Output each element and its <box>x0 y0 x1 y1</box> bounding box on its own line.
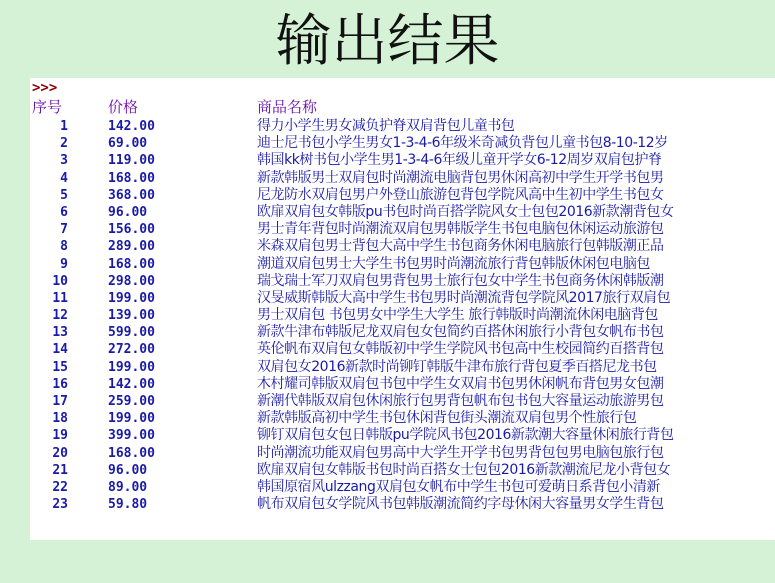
row-index: 10 <box>52 273 68 289</box>
table-row <box>30 427 775 444</box>
row-index: 17 <box>52 394 68 409</box>
row-index: 18 <box>52 411 68 427</box>
row-product-name: 新款牛津布韩版尼龙双肩包女包简约百搭休闲旅行小背包女帆布书包 <box>257 324 664 341</box>
row-price: 156.00 <box>108 222 155 238</box>
row-index: 6 <box>60 204 68 220</box>
row-index: 5 <box>60 187 68 203</box>
row-index: 7 <box>60 222 68 238</box>
row-product-name: 潮道双肩包男士大学生书包男时尚潮流旅行背包韩版休闲包电脑包 <box>257 255 650 272</box>
row-index: 2 <box>60 136 68 152</box>
row-price: 259.00 <box>108 394 155 409</box>
row-price: 289.00 <box>108 239 155 255</box>
row-price: 139.00 <box>108 308 155 324</box>
table-row <box>30 307 775 324</box>
row-product-name: 新款韩版高初中学生书包休闲背包街头潮流双肩包男个性旅行包 <box>257 410 637 427</box>
table-row <box>30 273 775 290</box>
row-price: 199.00 <box>108 359 155 375</box>
page-title: 输出结果 <box>275 9 500 74</box>
row-index: 20 <box>52 445 68 461</box>
row-product-name: 欧扉双肩包女韩版pu书包时尚百搭学院风女士包包2016新款潮背包女 <box>257 203 674 220</box>
row-price: 199.00 <box>108 411 155 427</box>
console-prompt: >>> <box>32 80 58 96</box>
table-row <box>30 238 775 255</box>
row-index: 19 <box>52 428 68 444</box>
row-price: 89.00 <box>108 479 148 495</box>
row-index: 1 <box>60 119 68 134</box>
row-price: 96.00 <box>108 204 148 220</box>
row-product-name: 韩国原宿风ulzzang双肩包女帆布中学生书包可爱萌日系背包小清新 <box>257 478 660 495</box>
row-index: 16 <box>52 376 68 392</box>
table-row <box>30 376 775 393</box>
table-row <box>30 256 775 273</box>
table-row <box>30 118 775 135</box>
results-table <box>30 118 775 513</box>
table-row <box>30 170 775 187</box>
row-price: 142.00 <box>108 376 155 392</box>
table-row <box>30 152 775 169</box>
table-row <box>30 221 775 238</box>
row-index: 9 <box>60 256 68 272</box>
row-price: 399.00 <box>108 428 155 444</box>
row-product-name: 瑞戈瑞士军刀双肩包男背包男士旅行包女中学生书包商务休闲韩版潮 <box>257 272 664 289</box>
row-product-name: 帆布双肩包女学院风书包韩版潮流简约字母休闲大容量男女学生背包 <box>257 496 664 513</box>
row-price: 69.00 <box>108 136 148 152</box>
row-product-name: 米森双肩包男士背包大高中学生书包商务休闲电脑旅行包韩版潮正品 <box>257 238 664 255</box>
row-product-name: 韩国kk树书包小学生男1-3-4-6年级儿童开学女6-12周岁双肩包护脊 <box>257 152 662 169</box>
table-row <box>30 324 775 341</box>
table-row <box>30 341 775 358</box>
row-price: 272.00 <box>108 342 155 358</box>
row-product-name: 男士双肩包 书包男女中学生大学生 旅行韩版时尚潮流休闲电脑背包 <box>257 307 658 324</box>
row-product-name: 铆钉双肩包女包日韩版pu学院风书包2016新款潮大容量休闲旅行背包 <box>257 427 674 444</box>
row-index: 23 <box>52 497 68 513</box>
header-index: 序号 <box>32 98 63 116</box>
row-product-name: 英伦帆布双肩包女韩版初中学生学院风书包高中生校园简约百搭背包 <box>257 341 664 358</box>
row-product-name: 汉旻威斯韩版大高中学生书包男时尚潮流背包学院风2017旅行双肩包 <box>257 289 671 306</box>
row-index: 22 <box>52 479 68 495</box>
table-row <box>30 445 775 462</box>
row-product-name: 尼龙防水双肩包男户外登山旅游包背包学院风高中生初中学生书包女 <box>257 186 664 203</box>
table-row <box>30 496 775 513</box>
row-price: 199.00 <box>108 290 155 306</box>
row-product-name: 男士青年背包时尚潮流双肩包男韩版学生书包电脑包休闲运动旅游包 <box>257 221 664 238</box>
row-price: 298.00 <box>108 273 155 289</box>
row-product-name: 欧扉双肩包女韩版书包时尚百搭女士包包2016新款潮流尼龙小背包女 <box>257 461 671 478</box>
table-row <box>30 204 775 221</box>
row-product-name: 木村耀司韩版双肩包书包中学生女双肩书包男休闲帆布背包男女包潮 <box>257 375 664 392</box>
row-product-name: 双肩包女2016新款时尚铆钉韩版牛津布旅行背包夏季百搭尼龙书包 <box>257 358 657 375</box>
table-row <box>30 462 775 479</box>
row-price: 119.00 <box>108 153 155 169</box>
row-price: 599.00 <box>108 325 155 341</box>
table-row <box>30 410 775 427</box>
row-price: 368.00 <box>108 187 155 203</box>
row-index: 4 <box>60 170 68 186</box>
row-price: 168.00 <box>108 170 155 186</box>
row-price: 96.00 <box>108 462 148 478</box>
table-row <box>30 359 775 376</box>
row-price: 168.00 <box>108 445 155 461</box>
row-index: 3 <box>60 153 68 169</box>
table-row <box>30 393 775 410</box>
row-index: 14 <box>52 342 68 358</box>
table-row <box>30 187 775 204</box>
table-row <box>30 290 775 307</box>
row-index: 15 <box>52 359 68 375</box>
row-product-name: 新款韩版男士双肩包时尚潮流电脑背包男休闲高初中学生开学书包男 <box>257 169 664 186</box>
header-name: 商品名称 <box>257 98 318 116</box>
row-product-name: 得力小学生男女减负护脊双肩背包儿童书包 <box>257 118 515 134</box>
row-index: 12 <box>52 308 68 324</box>
row-index: 21 <box>52 462 68 478</box>
row-price: 142.00 <box>108 119 155 134</box>
row-index: 13 <box>52 325 68 341</box>
table-row <box>30 479 775 496</box>
table-row <box>30 135 775 152</box>
row-product-name: 时尚潮流功能双肩包男高中大学生开学书包男背包包男电脑包旅行包 <box>257 444 664 461</box>
row-product-name: 迪士尼书包小学生男女1-3-4-6年级米奇减负背包儿童书包8-10-12岁 <box>257 135 668 152</box>
row-index: 8 <box>60 239 68 255</box>
console-output <box>30 78 775 540</box>
header-price: 价格 <box>108 98 139 116</box>
row-index: 11 <box>52 290 68 306</box>
row-price: 168.00 <box>108 256 155 272</box>
row-product-name: 新潮代韩版双肩包休闲旅行包男背包帆布包书包大容量运动旅游男包 <box>257 393 664 409</box>
row-price: 59.80 <box>108 497 148 513</box>
